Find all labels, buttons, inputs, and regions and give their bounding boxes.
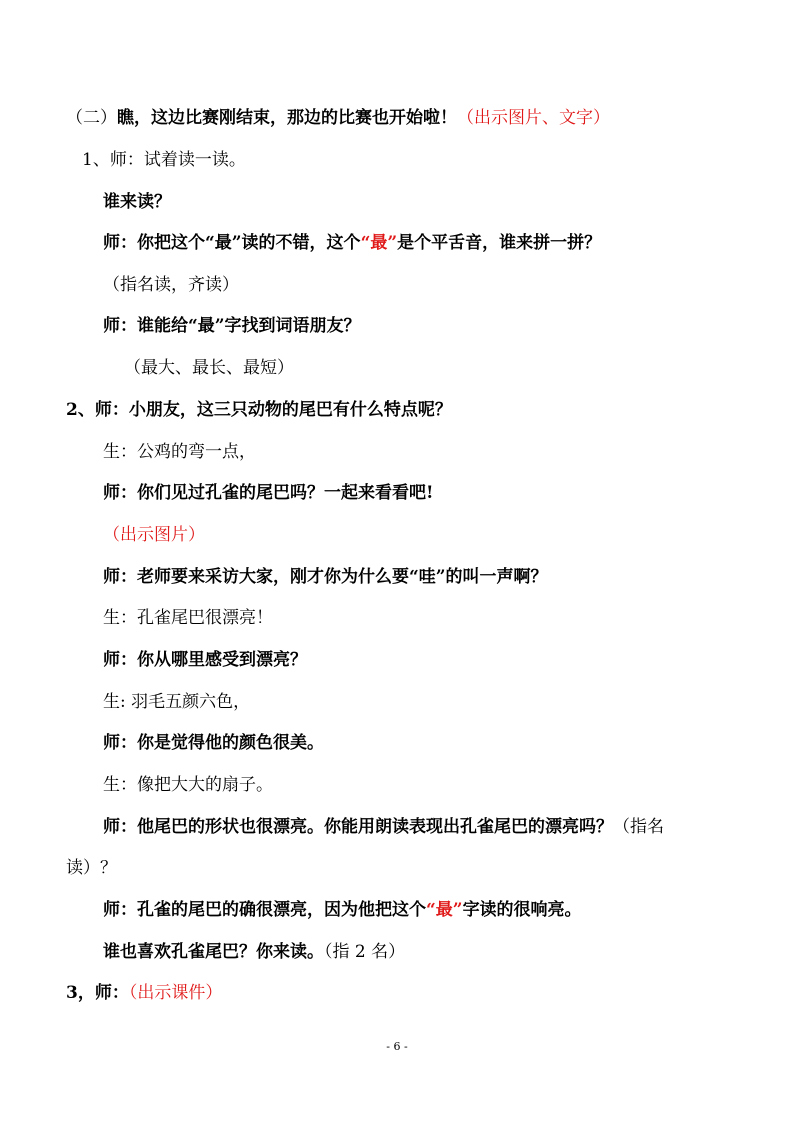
text-line — [103, 440, 256, 464]
text-line — [103, 273, 239, 297]
line-text: （指名 — [613, 817, 664, 837]
line-text: 师：你从哪里感受到漂亮？ — [103, 650, 307, 670]
line-text: 师：谁能给“最”字找到词语朋友？ — [103, 316, 361, 336]
text-line — [124, 356, 294, 380]
line-text: （指 2 名） — [324, 942, 406, 962]
text-line — [66, 856, 117, 880]
line-text: 3，师： — [66, 983, 129, 1003]
line-text: 谁来读？ — [103, 192, 171, 212]
text-line — [103, 690, 250, 714]
line-text: 是个平舌音，谁来拼一拼？ — [397, 233, 602, 253]
text-line — [103, 731, 324, 755]
text-line — [103, 190, 171, 214]
line-text: （出示图片） — [103, 525, 205, 545]
text-line — [103, 898, 582, 922]
text-line — [103, 314, 361, 338]
text-line — [103, 231, 601, 255]
line-text: （最大、最长、最短） — [124, 358, 294, 378]
text-line — [103, 648, 307, 672]
line-text: 生: 羽毛五颜六色， — [103, 692, 251, 712]
section-heading — [66, 106, 610, 130]
line-text: 师：你把这个“最”读的不错，这个 — [103, 233, 361, 253]
line-text: 师：你们见过孔雀的尾巴吗？一起来看看吧! — [103, 483, 434, 503]
line-text: 1、师：试着读一读。 — [82, 150, 246, 170]
text-line — [66, 398, 452, 422]
text-line — [103, 606, 273, 630]
section-text: 瞧，这边比赛刚结束，那边的比赛也开始啦！ — [117, 108, 457, 128]
page-number: - 6 - — [386, 1040, 408, 1053]
line-text: 2、师：小朋友，这三只动物的尾巴有什么特点呢？ — [66, 400, 452, 420]
text-line — [66, 981, 222, 1005]
stage-direction: （出示图片、文字） — [457, 108, 610, 128]
text-line — [103, 773, 273, 797]
text-line — [82, 148, 246, 172]
text-line — [103, 565, 548, 589]
line-text: 师：孔雀的尾巴的确很漂亮，因为他把这个 — [103, 900, 426, 920]
text-line — [103, 815, 664, 839]
line-text: 师：你是觉得他的颜色很美。 — [103, 733, 324, 753]
text-line — [103, 481, 433, 505]
stage-direction — [103, 523, 205, 547]
line-text: 师：老师要来采访大家，刚才你为什么要“哇”的叫一声啊？ — [103, 567, 548, 587]
line-text: 谁也喜欢孔雀尾巴？你来读。 — [103, 942, 324, 962]
line-text: 生：公鸡的弯一点， — [103, 442, 256, 462]
line-text: 生：像把大大的扇子。 — [103, 775, 273, 795]
line-text: 字读的很响亮。 — [462, 900, 582, 920]
highlight-char: “最” — [360, 233, 398, 253]
text-line — [103, 940, 405, 964]
section-number: （二） — [66, 108, 117, 128]
line-text: 生：孔雀尾巴很漂亮！ — [103, 608, 273, 628]
highlight-char: “最” — [426, 900, 463, 920]
line-text: 师：他尾巴的形状也很漂亮。你能用朗读表现出孔雀尾巴的漂亮吗？ — [103, 817, 613, 837]
line-text: 读）？ — [66, 858, 117, 878]
line-text: （指名读，齐读） — [103, 275, 239, 295]
stage-direction: （出示课件） — [128, 983, 223, 1003]
